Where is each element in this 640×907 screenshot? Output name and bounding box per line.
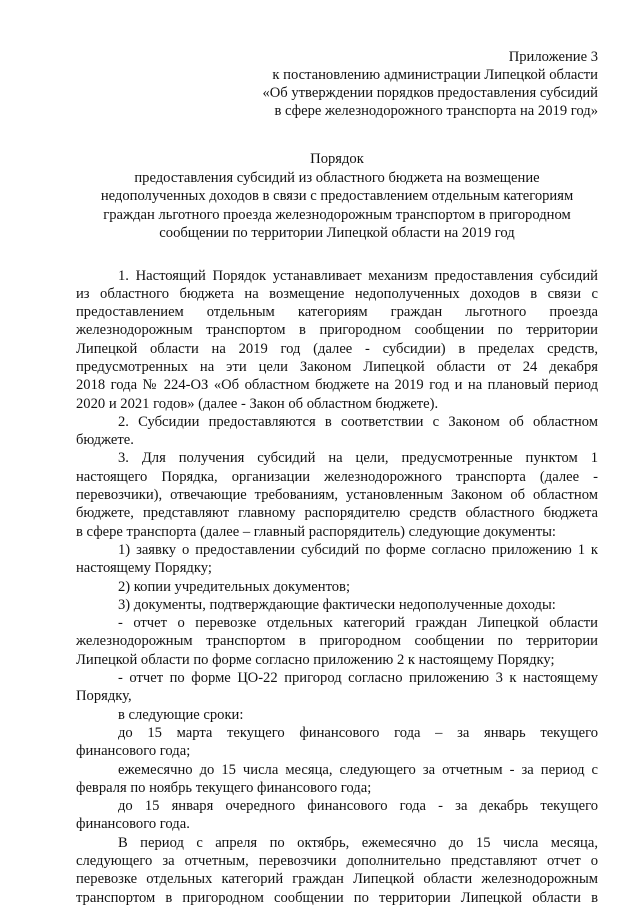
paragraph-line: настоящему Порядку; bbox=[76, 560, 212, 577]
paragraph-line: Порядку, bbox=[76, 688, 132, 705]
paragraph-line: 2020 и 2021 годов» (далее - Закон об областном бюджете). bbox=[76, 395, 439, 412]
paragraph bbox=[76, 267, 598, 413]
title-line: сообщении по территории Липецкой области на 2019 год bbox=[159, 225, 515, 241]
paragraph bbox=[76, 761, 598, 798]
paragraph-line: предусмотренных на эти цели Законом Липецкой области от 24 декабря bbox=[76, 358, 598, 375]
paragraph bbox=[76, 578, 598, 596]
paragraph-line: февраля по ноябрь текущего финансового года; bbox=[76, 779, 372, 796]
paragraph bbox=[76, 724, 598, 761]
title-line: предоставления субсидий из областного бюджета на возмещение bbox=[134, 169, 540, 186]
title-line: Порядок bbox=[310, 151, 364, 167]
paragraph-line: следующего за отчетным, перевозчики дополнительно представляют отчет о bbox=[76, 853, 598, 869]
paragraph bbox=[76, 834, 598, 907]
paragraph bbox=[76, 797, 598, 834]
paragraph-line: перевозке отдельных категорий граждан Липецкой области железнодорожным bbox=[76, 871, 598, 888]
paragraph-line: из областного бюджета на возмещение недополученных доходов в связи с bbox=[76, 285, 598, 302]
paragraph-line: 3) документы, подтверждающие фактически недополученные доходы: bbox=[118, 596, 556, 613]
paragraph-line: в сфере транспорта (далее – главный распорядитель) следующие документы: bbox=[76, 523, 556, 540]
paragraph bbox=[76, 706, 598, 724]
appendix-line: Приложение 3 bbox=[508, 49, 598, 65]
document-title bbox=[76, 150, 598, 243]
paragraph-line: 2. Субсидии предоставляются в соответствии с Законом об областном bbox=[118, 413, 598, 430]
paragraph-line: бюджете. bbox=[76, 432, 134, 449]
paragraph-line: предоставлением отдельным категориям граждан льготного проезда bbox=[76, 304, 598, 321]
paragraph-line: перевозчики), отвечающие требованиям, установленным Законом об областном bbox=[76, 487, 598, 504]
title-line: недополученных доходов в связи с предоставлением отдельным категориям bbox=[100, 188, 574, 204]
paragraph-line: ежемесячно до 15 числа месяца, следующего за отчетным - за период с bbox=[118, 761, 598, 778]
document-body bbox=[76, 267, 598, 907]
title-line: граждан льготного проезда железнодорожным транспортом в пригородном bbox=[103, 206, 571, 223]
appendix-header bbox=[76, 48, 598, 120]
paragraph-line: бюджете, представляют главному распорядителю средств областного бюджета bbox=[76, 505, 598, 522]
paragraph-line: железнодорожным транспортом в пригородном сообщении по территории bbox=[76, 633, 598, 650]
paragraph-line: финансового года; bbox=[76, 743, 191, 760]
paragraph-line: железнодорожным транспортом в пригородном сообщении по территории bbox=[76, 322, 598, 339]
paragraph-line: - отчет о перевозке отдельных категорий граждан Липецкой области bbox=[118, 615, 598, 632]
paragraph-line: 1. Настоящий Порядок устанавливает механизм предоставления субсидий bbox=[118, 267, 598, 284]
paragraph-line: 2018 года № 224-ОЗ «Об областном бюджете на 2019 год и на плановый период bbox=[76, 377, 598, 394]
appendix-line: к постановлению администрации Липецкой области bbox=[272, 67, 598, 83]
paragraph bbox=[76, 614, 598, 669]
paragraph bbox=[76, 449, 598, 540]
paragraph-line: настоящего Порядка, организации железнодорожного транспорта (далее - bbox=[76, 468, 598, 485]
paragraph-line: финансового года. bbox=[76, 816, 190, 833]
paragraph-line: Липецкой области по форме согласно приложению 2 к настоящему Порядку; bbox=[76, 651, 555, 668]
paragraph-line: 2) копии учредительных документов; bbox=[118, 578, 350, 595]
appendix-line: в сфере железнодорожного транспорта на 2019 год» bbox=[274, 103, 598, 119]
paragraph bbox=[76, 596, 598, 614]
appendix-line: «Об утверждении порядков предоставления субсидий bbox=[262, 85, 598, 101]
paragraph-line: - отчет по форме ЦО-22 пригород согласно приложению 3 к настоящему bbox=[118, 670, 598, 687]
paragraph-line: до 15 марта текущего финансового года – за январь текущего bbox=[118, 724, 598, 741]
paragraph-line: 1) заявку о предоставлении субсидий по форме согласно приложению 1 к bbox=[118, 541, 598, 558]
paragraph-line: до 15 января очередного финансового года - за декабрь текущего bbox=[118, 798, 598, 815]
paragraph-line: 3. Для получения субсидий на цели, предусмотренные пунктом 1 bbox=[118, 450, 598, 467]
paragraph-line: В период с апреля по октябрь, ежемесячно до 15 числа месяца, bbox=[118, 834, 598, 851]
paragraph bbox=[76, 669, 598, 706]
paragraph bbox=[76, 413, 598, 450]
paragraph-line: в следующие сроки: bbox=[118, 706, 244, 723]
paragraph-line: транспортом в пригородном сообщении по территории Липецкой области в bbox=[76, 889, 598, 906]
paragraph bbox=[76, 541, 598, 578]
paragraph-line: Липецкой области на 2019 год (далее - субсидии) в пределах средств, bbox=[76, 340, 598, 357]
